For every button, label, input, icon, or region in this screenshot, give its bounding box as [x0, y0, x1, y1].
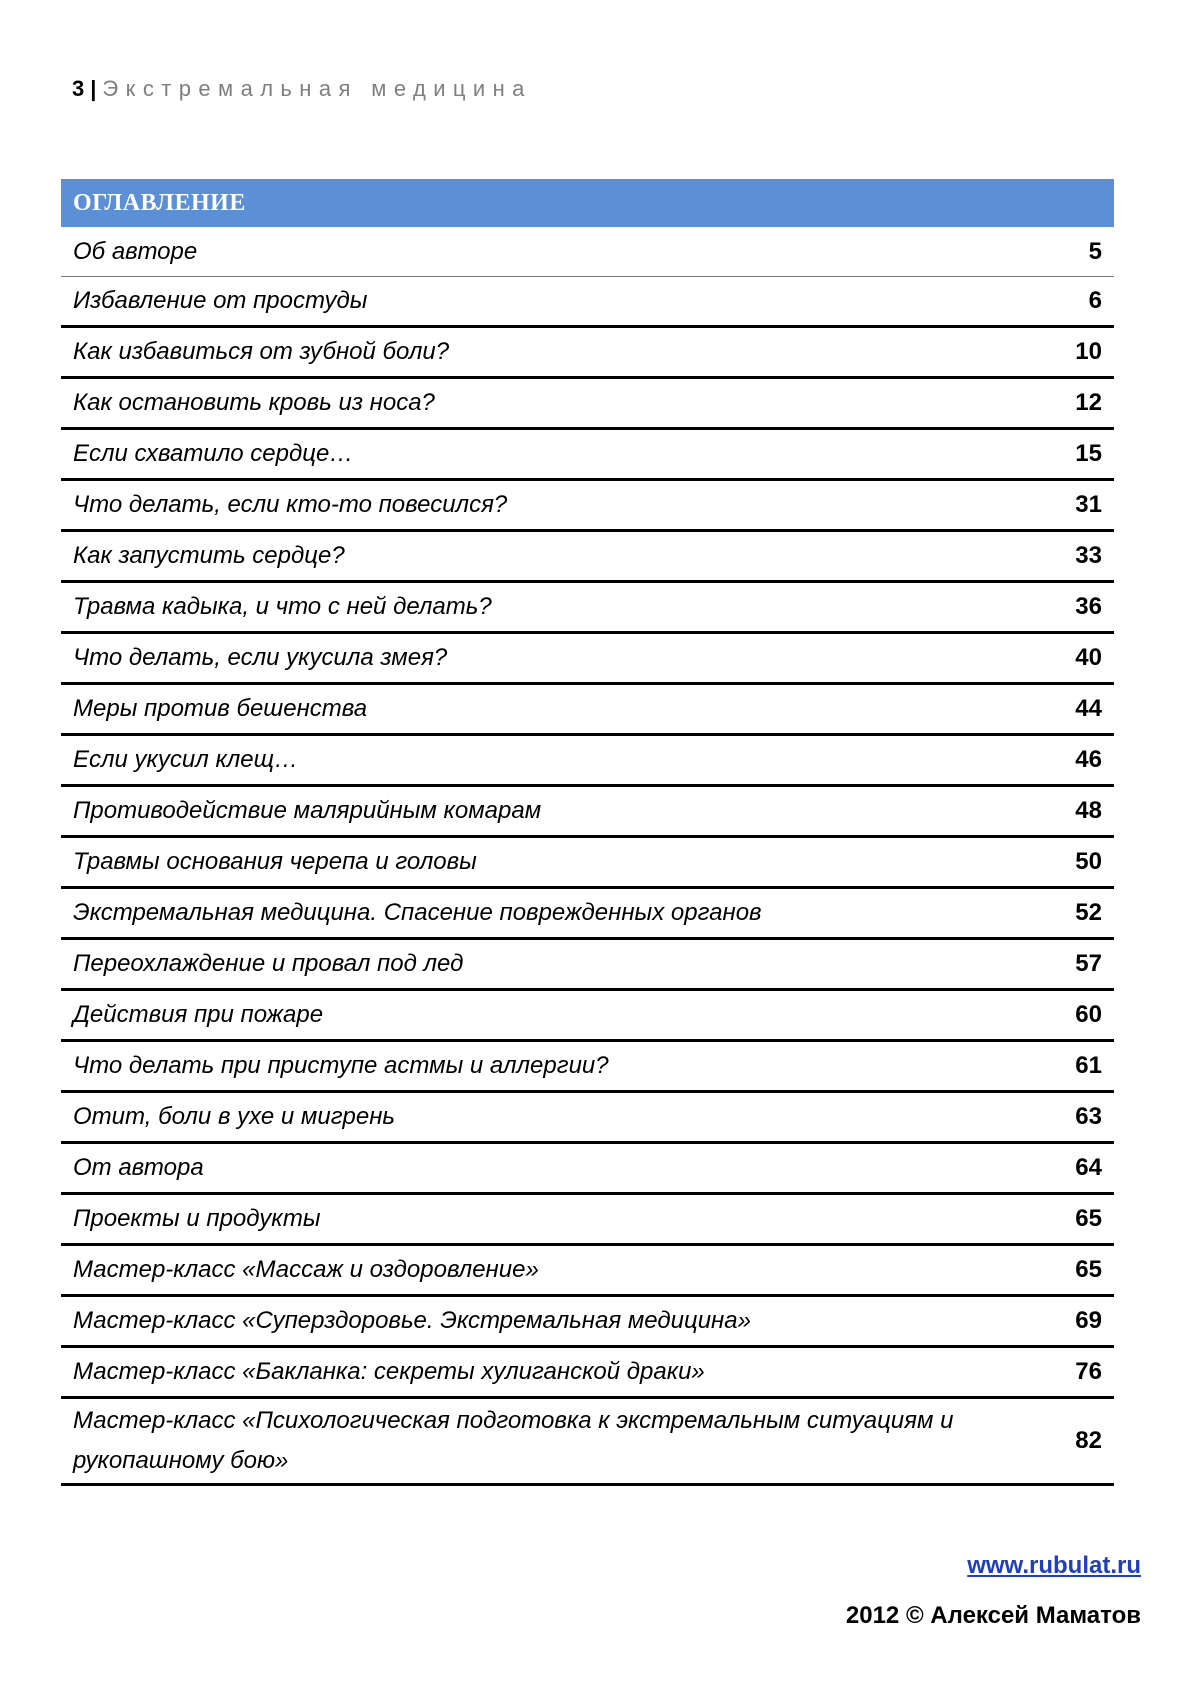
toc-entry[interactable]	[61, 531, 1114, 582]
toc-entry[interactable]	[61, 378, 1114, 429]
toc-entry-page: 76	[1022, 1347, 1114, 1398]
toc-heading: ОГЛАВЛЕНИЕ	[61, 179, 1114, 227]
toc-entry-page: 61	[1022, 1041, 1114, 1092]
table-of-contents	[61, 179, 1114, 1486]
toc-entry[interactable]	[61, 735, 1114, 786]
toc-entry-title[interactable]: Переохлаждение и провал под лед	[61, 939, 1022, 990]
toc-entry[interactable]	[61, 1143, 1114, 1194]
toc-entry-title[interactable]: Если схватило сердце…	[61, 429, 1022, 480]
toc-entry-page: 82	[1022, 1398, 1114, 1485]
header-separator: |	[90, 76, 97, 101]
toc-entry-page: 50	[1022, 837, 1114, 888]
toc-entry[interactable]	[61, 429, 1114, 480]
toc-entry-page: 5	[1022, 227, 1114, 277]
toc-entry[interactable]	[61, 1245, 1114, 1296]
toc-entry-title[interactable]: Противодействие малярийным комарам	[61, 786, 1022, 837]
toc-entry[interactable]	[61, 480, 1114, 531]
toc-entry-page: 65	[1022, 1194, 1114, 1245]
toc-entry[interactable]	[61, 327, 1114, 378]
toc-entry[interactable]	[61, 1347, 1114, 1398]
toc-entry[interactable]	[61, 684, 1114, 735]
toc-entry-title[interactable]: Об авторе	[61, 227, 1022, 277]
toc-entry[interactable]	[61, 1092, 1114, 1143]
toc-entry-page: 64	[1022, 1143, 1114, 1194]
toc-entry-title[interactable]: Экстремальная медицина. Спасение поврежденных органов	[61, 888, 1022, 939]
toc-entry-title[interactable]: Если укусил клещ…	[61, 735, 1022, 786]
toc-entry-title[interactable]: Как запустить сердце?	[61, 531, 1022, 582]
toc-entry[interactable]	[61, 277, 1114, 327]
toc-entry-title[interactable]: Мастер-класс «Бакланка: секреты хулиганской драки»	[61, 1347, 1022, 1398]
toc-entry-page: 40	[1022, 633, 1114, 684]
copyright-notice: 2012 © Алексей Маматов	[845, 1602, 1141, 1629]
toc-entry-title[interactable]: Что делать, если укусила змея?	[61, 633, 1022, 684]
toc-entry-page: 48	[1022, 786, 1114, 837]
toc-entry[interactable]	[61, 1296, 1114, 1347]
toc-entry[interactable]	[61, 888, 1114, 939]
toc-entry-title[interactable]: Что делать при приступе астмы и аллергии?	[61, 1041, 1022, 1092]
toc-entry[interactable]	[61, 1398, 1114, 1485]
toc-entry-title[interactable]: Мастер-класс «Суперздоровье. Экстремальная медицина»	[61, 1296, 1022, 1347]
toc-entry-page: 46	[1022, 735, 1114, 786]
toc-entry-title[interactable]: Действия при пожаре	[61, 990, 1022, 1041]
toc-entry[interactable]	[61, 633, 1114, 684]
toc-entry[interactable]	[61, 990, 1114, 1041]
toc-entry-page: 69	[1022, 1296, 1114, 1347]
toc-entry-title[interactable]: Как избавиться от зубной боли?	[61, 327, 1022, 378]
toc-entry-title[interactable]: Меры против бешенства	[61, 684, 1022, 735]
toc-entry-page: 36	[1022, 582, 1114, 633]
toc-entry-page: 31	[1022, 480, 1114, 531]
toc-entry-page: 12	[1022, 378, 1114, 429]
toc-entry-page: 65	[1022, 1245, 1114, 1296]
toc-entry-page: 63	[1022, 1092, 1114, 1143]
toc-entry-title[interactable]: Что делать, если кто-то повесился?	[61, 480, 1022, 531]
toc-entry[interactable]	[61, 227, 1114, 277]
running-header	[72, 74, 532, 104]
toc-entry[interactable]	[61, 1194, 1114, 1245]
toc-entry-title[interactable]: Мастер-класс «Массаж и оздоровление»	[61, 1245, 1022, 1296]
toc-entry-title[interactable]: Избавление от простуды	[61, 277, 1022, 327]
toc-entry-page: 60	[1022, 990, 1114, 1041]
toc-entry-title[interactable]: От автора	[61, 1143, 1022, 1194]
toc-entry[interactable]	[61, 786, 1114, 837]
toc-entry-title[interactable]: Проекты и продукты	[61, 1194, 1022, 1245]
toc-entry-page: 44	[1022, 684, 1114, 735]
toc-entry-title[interactable]: Травма кадыка, и что с ней делать?	[61, 582, 1022, 633]
toc-entry-title[interactable]: Травмы основания черепа и головы	[61, 837, 1022, 888]
toc-entry-page: 15	[1022, 429, 1114, 480]
toc-entry[interactable]	[61, 1041, 1114, 1092]
page-number: 3	[72, 76, 85, 101]
toc-entry-title[interactable]: Мастер-класс «Психологическая подготовка к экстремальным ситуациям и рукопашному бою»	[61, 1398, 1022, 1485]
toc-entry[interactable]	[61, 582, 1114, 633]
toc-entry-page: 52	[1022, 888, 1114, 939]
running-title: Экстремальная медицина	[102, 76, 532, 101]
toc-entry-page: 33	[1022, 531, 1114, 582]
toc-entry[interactable]	[61, 939, 1114, 990]
toc-header-row	[61, 179, 1114, 227]
toc-entry-title[interactable]: Как остановить кровь из носа?	[61, 378, 1022, 429]
toc-entry-page: 6	[1022, 277, 1114, 327]
toc-entry-page: 10	[1022, 327, 1114, 378]
website-link[interactable]: www.rubulat.ru	[967, 1552, 1141, 1579]
toc-entry[interactable]	[61, 837, 1114, 888]
toc-entry-page: 57	[1022, 939, 1114, 990]
toc-entry-title[interactable]: Отит, боли в ухе и мигрень	[61, 1092, 1022, 1143]
